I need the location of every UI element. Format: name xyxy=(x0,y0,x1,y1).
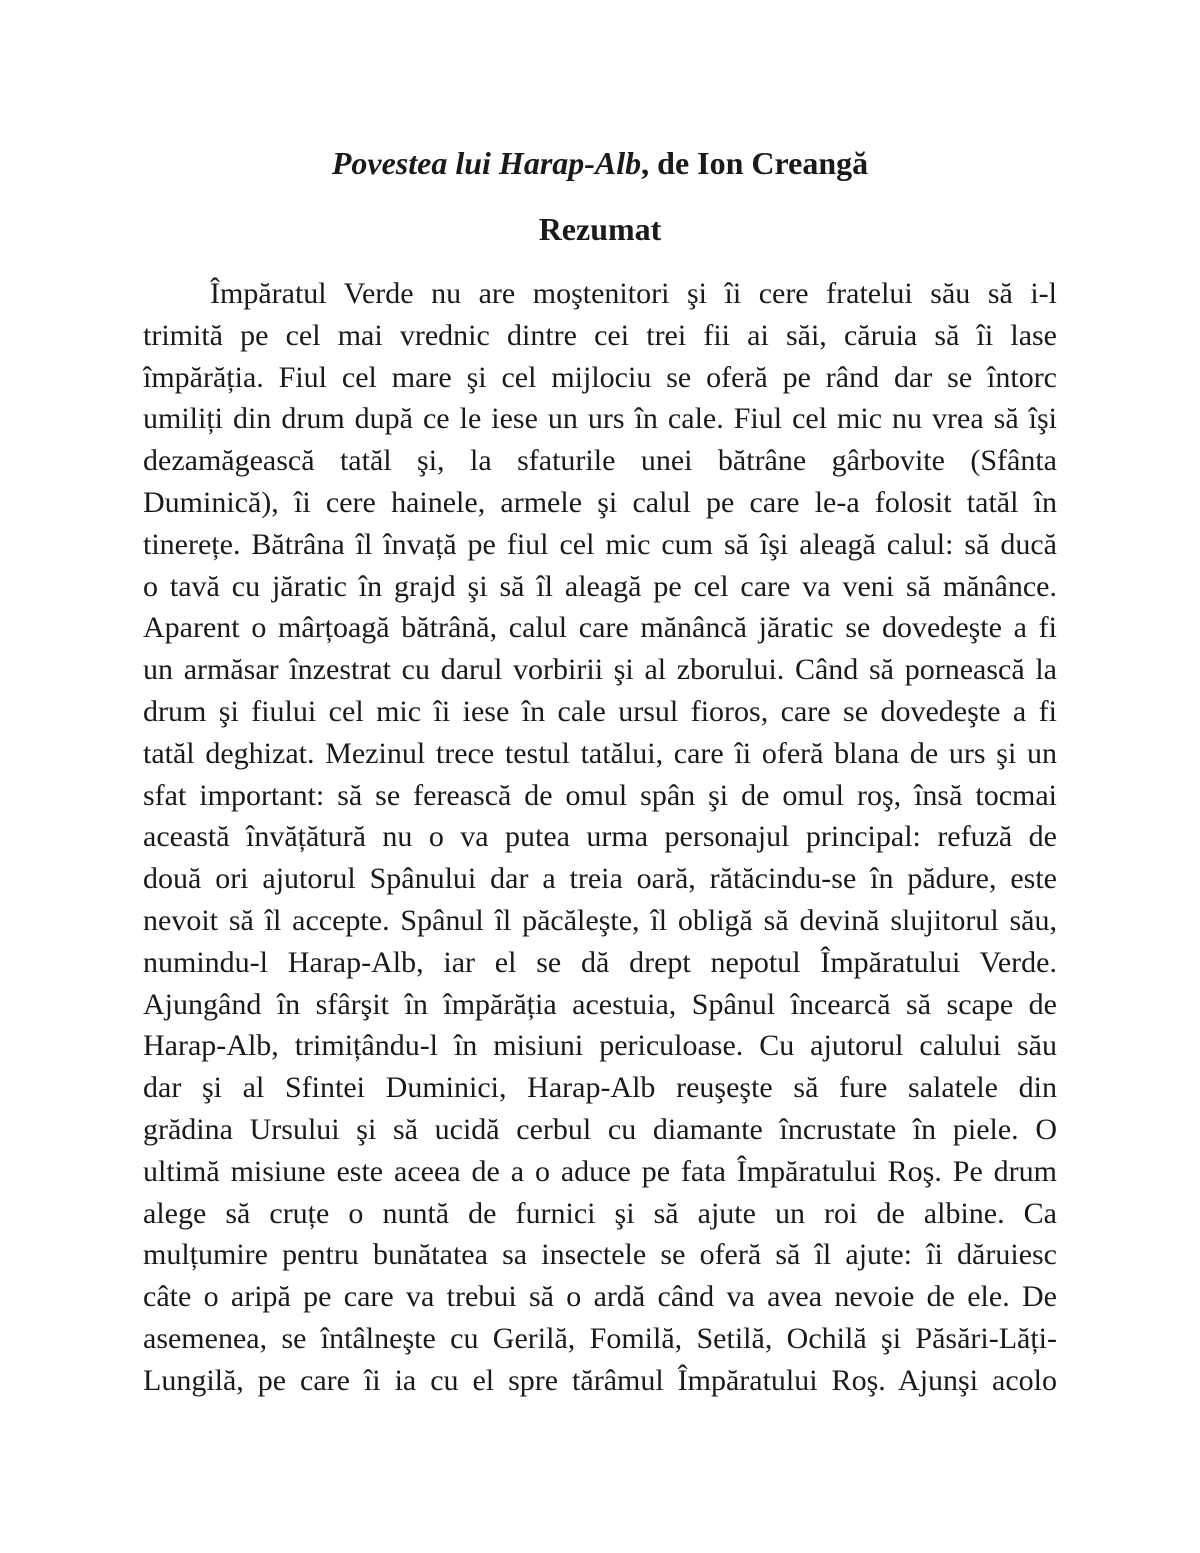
paragraph-line: tatăl deghizat. Mezinul trece testul tatălui, care îi oferă blana de urs şi un xyxy=(143,736,1057,770)
document-title xyxy=(0,143,1200,183)
paragraph-line: un armăsar înzestrat cu darul vorbirii şi al zborului. Când să pornească la xyxy=(143,653,1057,687)
document-subtitle: Rezumat xyxy=(538,211,662,247)
paragraph-line: ultimă misiune este aceea de a o aduce pe fata Împăratului Roş. Pe drum xyxy=(143,1154,1057,1188)
paragraph-line: Lungilă, pe care îi ia cu el spre tărâmul Împăratului Roş. Ajunşi acolo xyxy=(143,1363,1057,1397)
paragraph-line: Duminică), îi cere hainele, armele şi calul pe care le-a folosit tatăl în xyxy=(143,485,1057,519)
paragraph-line: drum şi fiului cel mic îi iese în cale ursul fioros, care se dovedeşte a fi xyxy=(143,694,1057,728)
paragraph-line: mulțumire pentru bunătatea sa insectele se oferă să îl ajute: îi dăruiesc xyxy=(143,1238,1057,1272)
title-author-part: , de Ion Creangă xyxy=(641,145,869,181)
paragraph-line: dar şi al Sfintei Duminici, Harap-Alb reuşeşte să fure salatele din xyxy=(143,1071,1057,1105)
paragraph-line: Împăratul Verde nu are moştenitori şi îi cere fratelui său să i-l xyxy=(210,277,1057,310)
paragraph-line: nevoit să îl accepte. Spânul îl păcăleşte, îl obligă să devină slujitorul său, xyxy=(143,903,1057,937)
paragraph-line: Harap-Alb, trimițându-l în misiuni periculoase. Cu ajutorul calului său xyxy=(143,1029,1057,1063)
paragraph-line: Ajungând în sfârşit în împărăția acestuia, Spânul încearcă să scape de xyxy=(143,987,1057,1021)
paragraph-line: alege să cruțe o nuntă de furnici şi să ajute un roi de albine. Ca xyxy=(143,1196,1057,1230)
paragraph-line: împărăția. Fiul cel mare şi cel mijlociu se oferă pe rând dar se întorc xyxy=(143,360,1057,394)
paragraph-line: tinerețe. Bătrâna îl învață pe fiul cel mic cum să îşi aleagă calul: să ducă xyxy=(143,527,1057,561)
paragraph-line: umiliți din drum după ce le iese un urs în cale. Fiul cel mic nu vrea să îşi xyxy=(143,402,1057,436)
paragraph-line: sfat important: să se ferească de omul spân şi de omul roş, însă tocmai xyxy=(143,778,1057,812)
paragraph-line: două ori ajutorul Spânului dar a treia oară, rătăcindu-se în pădure, este xyxy=(143,862,1057,896)
body-paragraph xyxy=(143,273,1057,1402)
title-italic-part: Povestea lui Harap-Alb xyxy=(331,145,642,181)
paragraph-line: această învățătură nu o va putea urma personajul principal: refuză de xyxy=(143,820,1057,854)
paragraph-line: trimită pe cel mai vrednic dintre cei trei fii ai săi, căruia să îi lase xyxy=(143,318,1057,352)
paragraph-line: câte o aripă pe care va trebui să o ardă când va avea nevoie de ele. De xyxy=(143,1280,1057,1314)
paragraph-line: numindu-l Harap-Alb, iar el se dă drept nepotul Împăratului Verde. xyxy=(143,945,1057,979)
paragraph-line: asemenea, se întâlneşte cu Gerilă, Fomilă, Setilă, Ochilă şi Păsări-Lăți- xyxy=(143,1321,1057,1355)
paragraph-line: grădina Ursului şi să ucidă cerbul cu diamante încrustate în piele. O xyxy=(143,1112,1057,1146)
paragraph-line: Aparent o mârțoagă bătrână, calul care mănâncă jăratic se dovedeşte a fi xyxy=(143,611,1057,645)
paragraph-line: dezamăgească tatăl şi, la sfaturile unei bătrâne gârbovite (Sfânta xyxy=(143,444,1057,478)
paragraph-line: o tavă cu jăratic în grajd şi să îl aleagă pe cel care va veni să mănânce. xyxy=(143,569,1057,603)
